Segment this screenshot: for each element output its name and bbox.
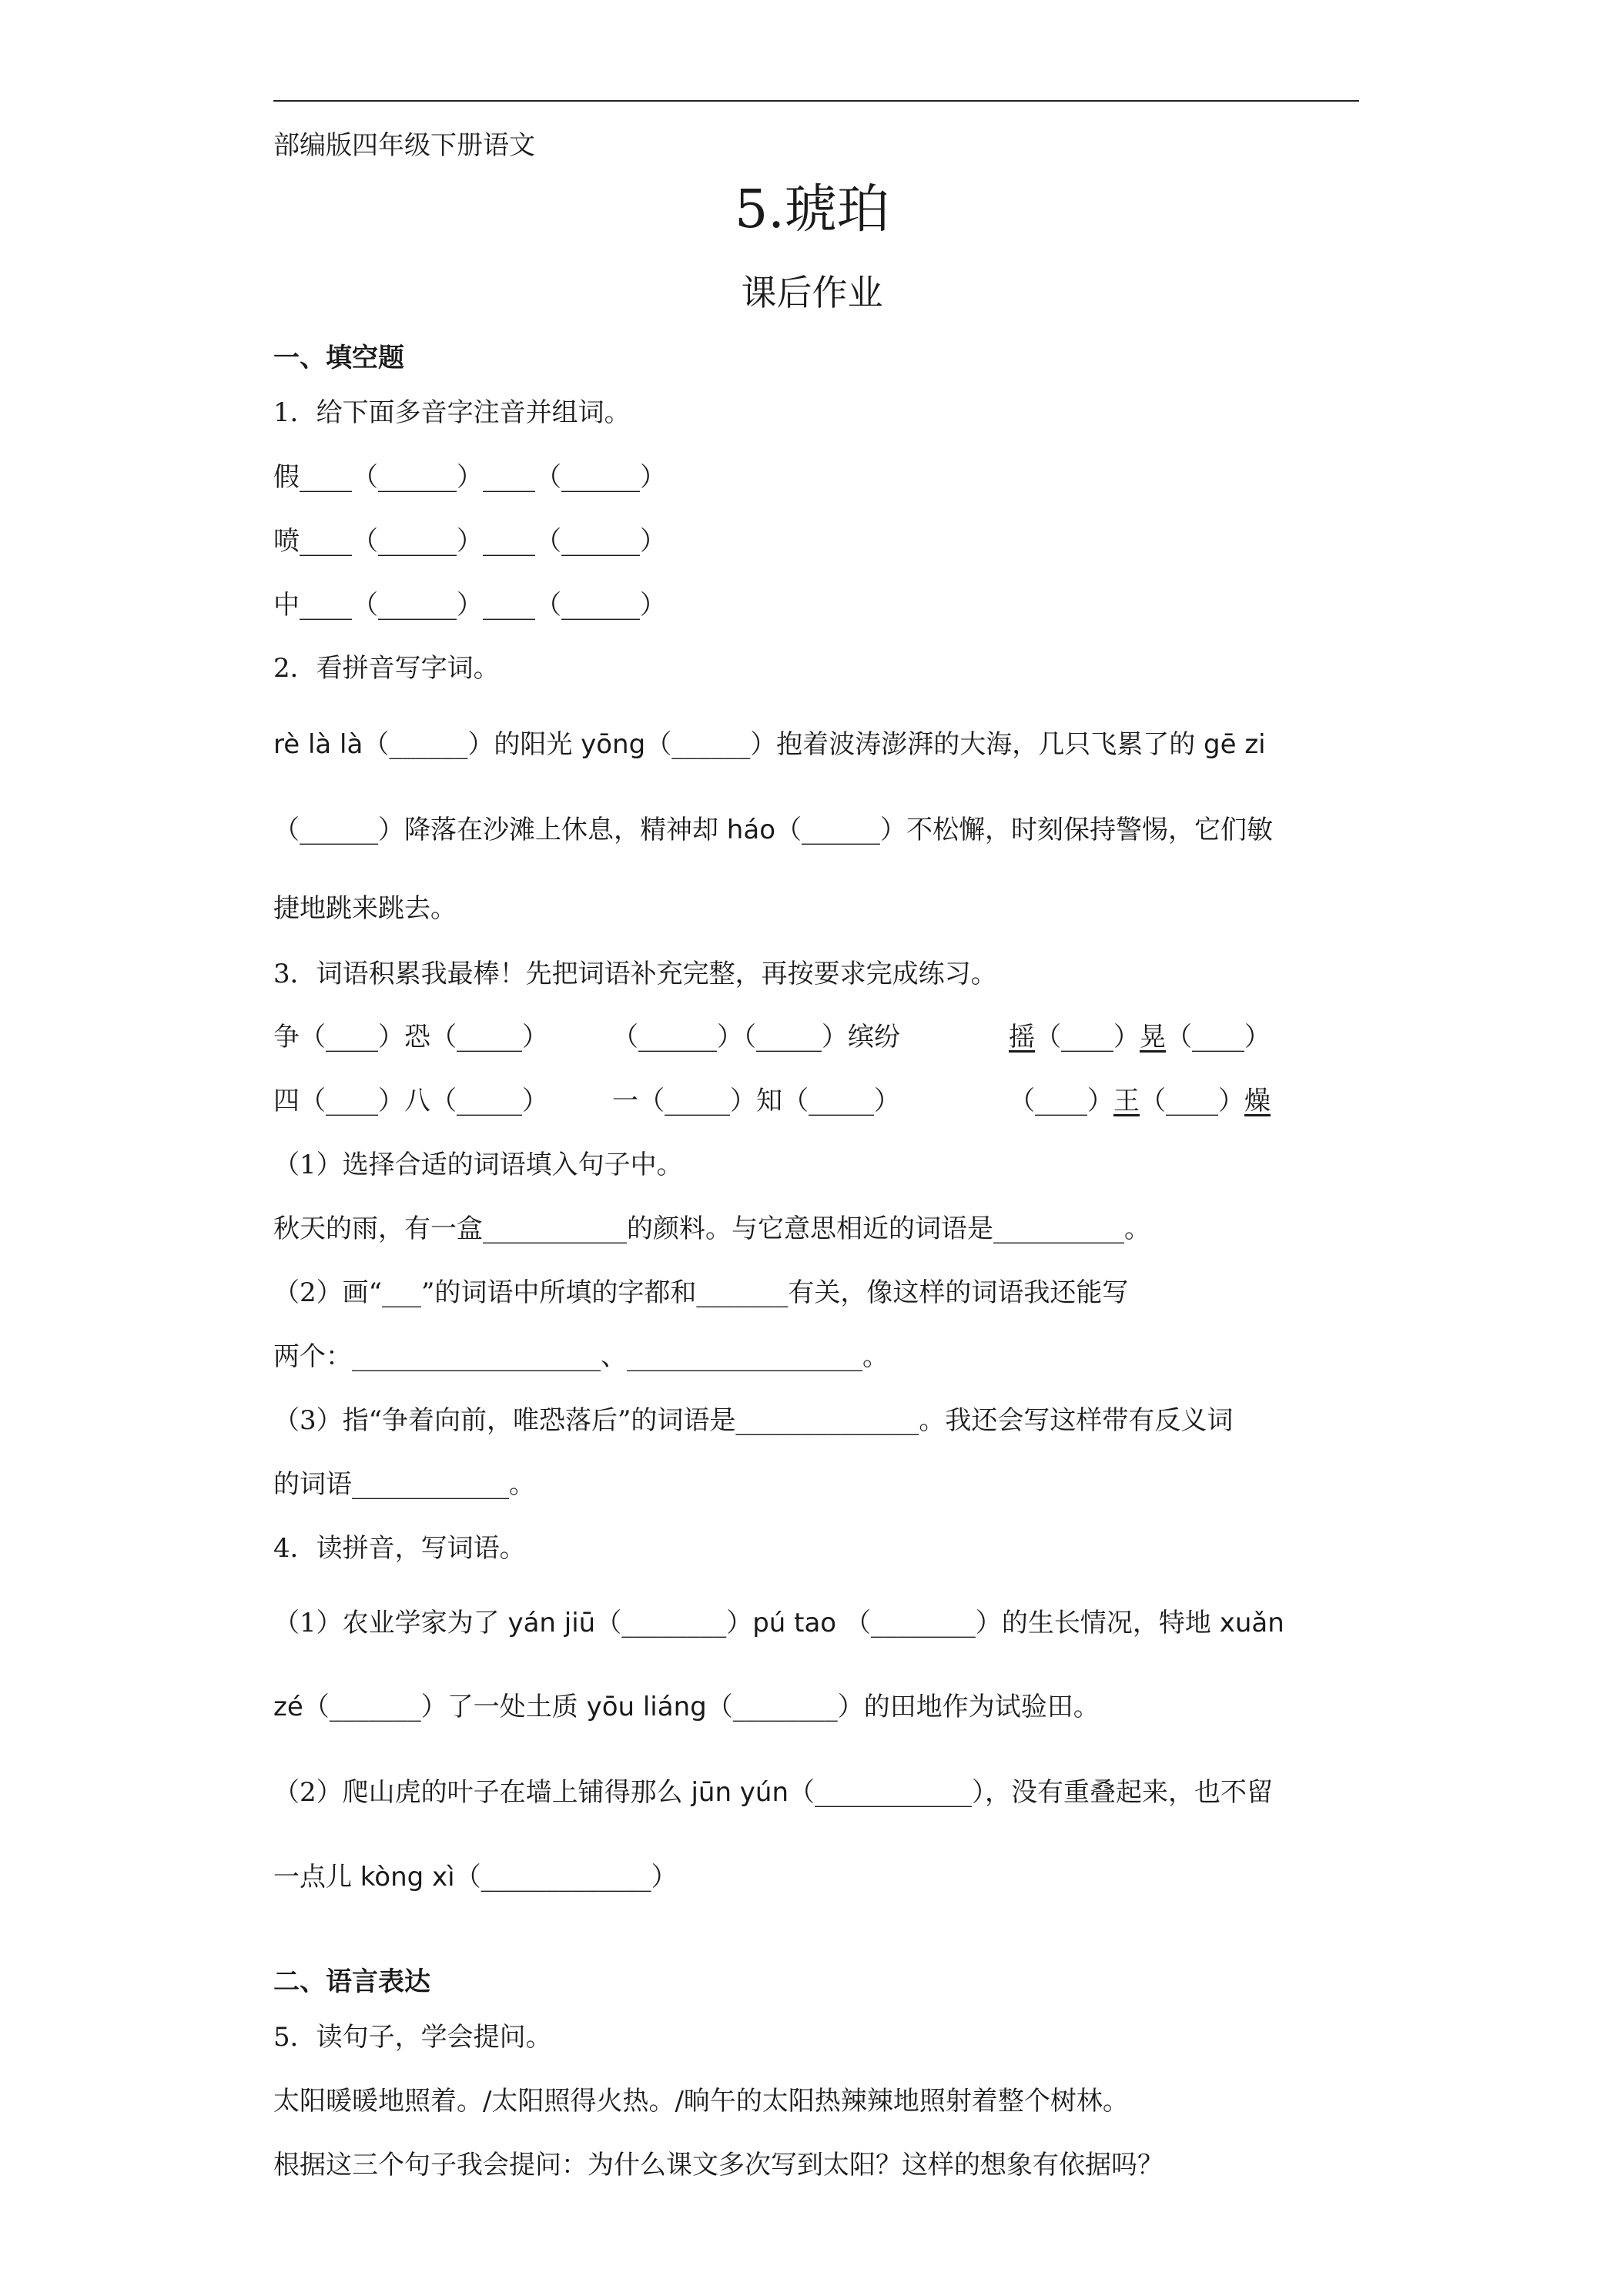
q3-sub1-stem: （1）选择合适的词语填入句子中。 — [273, 1150, 683, 1180]
q3-row-1 — [273, 1019, 1271, 1055]
q3-row1-b: （______）（_____）缤纷 — [612, 1022, 900, 1053]
q4-s2-text-1: （2）爬山虎的叶子在墙上铺得那么 — [273, 1777, 683, 1808]
pinyin-re-la-la: rè là là — [273, 729, 363, 760]
q1-row-jia: 假____（______）____（______） — [273, 462, 666, 493]
q2-line1-text-1: （______）的阳光 — [363, 729, 573, 760]
section-heading-expression: 二、语言表达 — [273, 1966, 430, 1997]
page-subtitle: 课后作业 — [741, 272, 883, 313]
doc-header: 部编版四年级下册语文 — [273, 130, 535, 161]
q3-row-2 — [273, 1083, 1271, 1119]
q2-line1-text-2: （______）抱着波涛澎湃的大海，几只飞累了的 — [645, 729, 1196, 760]
pinyin-jun-yun: jūn yún — [682, 1777, 789, 1808]
blank: （____） — [1140, 1086, 1244, 1116]
q4-s1-line2-text-1: （_______）了一处土质 — [303, 1692, 578, 1722]
char-yao: 摇 — [1009, 1022, 1035, 1053]
q3-row2-c — [1009, 1083, 1271, 1119]
q4-s2-line2-text-2: （_____________） — [454, 1862, 678, 1893]
pinyin-kong-xi: kòng xì — [352, 1862, 455, 1893]
q2-line-2 — [273, 812, 1273, 848]
q4-s1-line-1 — [273, 1605, 1284, 1641]
q2-stem: 2．看拼音写字词。 — [273, 653, 500, 684]
page-title: 5.琥珀 — [735, 179, 889, 240]
q5-stem: 5．读句子，学会提问。 — [273, 2022, 552, 2053]
q4-s2-line-2 — [273, 1859, 678, 1895]
q4-s2-text-2: （____________），没有重叠起来，也不留 — [789, 1777, 1274, 1808]
blank: （____） — [1009, 1086, 1113, 1116]
q4-s1-line2-text-2: （________）的田地作为试验田。 — [706, 1692, 1100, 1722]
q3-row2-b: 一（_____）知（_____） — [612, 1086, 900, 1116]
q4-s1-text-3: （________）的生长情况，特地 — [836, 1608, 1211, 1638]
q5-line-2: 根据这三个句子我会提问：为什么课文多次写到太阳？这样的想象有依据吗？ — [273, 2150, 1164, 2181]
q4-s1-text-2: （________） — [595, 1608, 753, 1638]
blank: （____） — [1035, 1022, 1140, 1053]
blank: （____） — [1166, 1022, 1271, 1053]
q4-s2-line2-text-1: 一点儿 — [273, 1862, 352, 1893]
q3-row1-c — [1009, 1019, 1271, 1055]
q3-sub2-line-2: 两个：___________________、__________________。 — [273, 1341, 889, 1372]
q2-line2-text-2: （______）不松懈，时刻保持警惕，它们敏 — [775, 815, 1273, 845]
char-zao: 燥 — [1244, 1086, 1271, 1116]
pinyin-you-liang: yōu liáng — [578, 1692, 707, 1722]
q1-stem: 1．给下面多音字注音并组词。 — [273, 397, 631, 428]
q5-line-1: 太阳暖暖地照着。/太阳照得火热。/晌午的太阳热辣辣地照射着整个树林。 — [273, 2086, 1129, 2117]
pinyin-pu-tao: pú tao — [752, 1608, 837, 1638]
q3-sub1-text: 秋天的雨，有一盒___________的颜料。与它意思相近的词语是__________。 — [273, 1213, 1150, 1244]
q3-row1-a: 争（____）恐（_____） — [273, 1022, 548, 1053]
section-heading-fill-blank: 一、填空题 — [273, 343, 404, 373]
q4-stem: 4．读拼音，写词语。 — [273, 1533, 526, 1564]
q1-row-pen: 喷____（______）____（______） — [273, 526, 666, 557]
pinyin-yan-jiu: yán jiū — [499, 1608, 596, 1638]
q3-row2-a: 四（____）八（_____） — [273, 1086, 548, 1116]
q3-sub2-line-1: （2）画“___”的词语中所填的字都和_______有关，像这样的词语我还能写 — [273, 1277, 1129, 1308]
q3-stem: 3．词语积累我最棒！先把词语补充完整，再按要求完成练习。 — [273, 959, 997, 989]
pinyin-xuan: xuǎn — [1210, 1608, 1284, 1638]
top-rule — [273, 100, 1359, 102]
pinyin-hao: háo — [718, 815, 775, 845]
pinyin-ze: zé — [273, 1692, 303, 1722]
pinyin-ge-zi: gē zi — [1195, 729, 1266, 760]
q3-sub3-line-2: 的词语____________。 — [273, 1469, 535, 1500]
q2-line-1 — [273, 727, 1266, 762]
q2-line2-text-1: （______）降落在沙滩上休息，精神却 — [273, 815, 718, 845]
q3-sub3-line-1: （3）指“争着向前，唯恐落后”的词语是______________。我还会写这样带有反义词 — [273, 1405, 1234, 1436]
char-huang: 晃 — [1140, 1022, 1166, 1053]
q1-row-zhong: 中____（______）____（______） — [273, 590, 666, 621]
q4-s1-line-2 — [273, 1689, 1100, 1725]
q4-s1-text-1: （1）农业学家为了 — [273, 1608, 500, 1638]
pinyin-yong: yōng — [572, 729, 646, 760]
char-wang: 王 — [1113, 1086, 1140, 1116]
q2-line-3: 捷地跳来跳去。 — [273, 893, 457, 924]
q4-s2-line-1 — [273, 1775, 1273, 1810]
